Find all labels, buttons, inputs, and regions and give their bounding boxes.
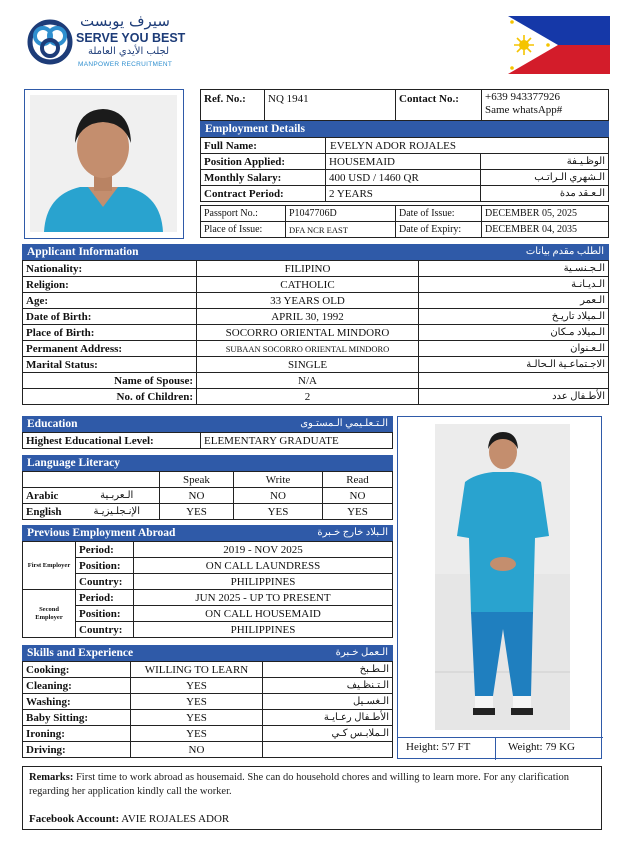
employment-details-header xyxy=(200,121,609,137)
ref-label: Ref. No.: xyxy=(201,90,265,121)
remarks-section xyxy=(22,766,602,830)
issue-date-value: DECEMBER 05, 2025 xyxy=(482,206,609,222)
education-section xyxy=(22,416,393,449)
driving-arabic xyxy=(263,742,393,758)
first-position-value: ON CALL LAUNDRESS xyxy=(134,558,393,574)
contact-label: Contact No.: xyxy=(396,90,482,121)
reference-section xyxy=(200,89,609,121)
birth-date-value: APRIL 30, 1992 xyxy=(197,309,419,325)
religion-label: Religion: xyxy=(23,277,197,293)
salary-value: 400 USD / 1460 QR xyxy=(326,170,481,186)
driving-value: NO xyxy=(131,742,263,758)
facebook-value: AVIE ROJALES ADOR xyxy=(121,813,230,825)
remarks-paragraph xyxy=(29,771,595,799)
contact-value: +639 943377926 xyxy=(485,91,560,103)
language-header xyxy=(22,455,393,471)
education-title: Education xyxy=(27,418,78,430)
first-country-label: Country: xyxy=(76,574,134,590)
skills-header xyxy=(22,645,393,661)
language-section xyxy=(22,455,393,520)
height-value: 5'7 FT xyxy=(441,741,471,753)
english-write-value: YES xyxy=(234,504,323,520)
previous-employment-header xyxy=(22,525,393,541)
previous-employment-arabic-title: الـبلاد خارج خـبرة xyxy=(317,527,388,538)
place-issue-label: Place of Issue: xyxy=(201,222,286,238)
birth-place-arabic: الـميلاد مـكان xyxy=(419,325,609,341)
applicant-info-title: Applicant Information xyxy=(27,246,139,258)
height-label: Height: xyxy=(406,741,439,753)
salary-arabic: الـشهري الـراتـب xyxy=(481,170,609,186)
applicant-info-section xyxy=(22,244,609,405)
contract-label: Contract Period: xyxy=(201,186,326,202)
children-arabic: الأطـفال عدد xyxy=(419,389,609,405)
skills-section xyxy=(22,645,393,758)
applicant-info-header xyxy=(22,244,609,260)
read-header: Read xyxy=(323,472,393,488)
company-logo xyxy=(26,12,226,74)
cleaning-arabic: الـتـنظـيف xyxy=(263,678,393,694)
children-value: 2 xyxy=(197,389,419,405)
first-period-value: 2019 - NOV 2025 xyxy=(134,542,393,558)
company-arabic-sub: لجلب الأيدي العاملة xyxy=(88,46,170,57)
washing-label: Washing: xyxy=(23,694,131,710)
children-label: No. of Children: xyxy=(23,389,197,405)
full-body-photo xyxy=(435,424,570,730)
ironing-label: Ironing: xyxy=(23,726,131,742)
marital-status-value: SINGLE xyxy=(197,357,419,373)
passport-value: P1047706D xyxy=(286,206,396,222)
washing-arabic: الـغسـيل xyxy=(263,694,393,710)
english-read-value: YES xyxy=(323,504,393,520)
full-name-value: EVELYN ADOR ROJALES xyxy=(326,138,609,154)
arabic-speak-value: NO xyxy=(160,488,234,504)
washing-value: YES xyxy=(131,694,263,710)
age-arabic: الـعمر xyxy=(419,293,609,309)
second-position-value: ON CALL HOUSEMAID xyxy=(134,606,393,622)
marital-status-arabic: الاجـتماعـية الـحالـة xyxy=(419,357,609,373)
education-arabic-title: الـتـعلـيمي الـمستـوى xyxy=(300,418,388,429)
second-employer-label: Second Employer xyxy=(23,590,76,638)
ironing-value: YES xyxy=(131,726,263,742)
company-sub: MANPOWER RECRUITMENT xyxy=(78,61,173,68)
second-country-label: Country: xyxy=(76,622,134,638)
address-label: Permanent Address: xyxy=(23,341,197,357)
second-period-label: Period: xyxy=(76,590,134,606)
birth-date-label: Date of Birth: xyxy=(23,309,197,325)
facebook-field xyxy=(29,813,229,825)
second-position-label: Position: xyxy=(76,606,134,622)
birth-date-arabic: الـميلاد تاريـخ xyxy=(419,309,609,325)
portrait-photo xyxy=(30,95,177,232)
cooking-arabic: الـطـبخ xyxy=(263,662,393,678)
salary-label: Monthly Salary: xyxy=(201,170,326,186)
position-arabic: الوظـيـفة xyxy=(481,154,609,170)
birth-place-value: SOCORRO ORIENTAL MINDORO xyxy=(197,325,419,341)
skills-title: Skills and Experience xyxy=(27,647,134,659)
applicant-info-arabic-title: الطلب مقدم بيانات xyxy=(525,246,604,257)
cleaning-value: YES xyxy=(131,678,263,694)
first-period-label: Period: xyxy=(76,542,134,558)
weight-field xyxy=(508,741,575,753)
arabic-language-arabic: الـعربـية xyxy=(75,488,160,504)
previous-employment-title: Previous Employment Abroad xyxy=(27,527,176,539)
cooking-value: WILLING TO LEARN xyxy=(131,662,263,678)
address-value: SUBAAN SOCORRO ORIENTAL MINDORO xyxy=(197,341,419,357)
arabic-read-value: NO xyxy=(323,488,393,504)
cooking-label: Cooking: xyxy=(23,662,131,678)
speak-header: Speak xyxy=(160,472,234,488)
language-title: Language Literacy xyxy=(27,457,120,469)
address-arabic: الـعـنوان xyxy=(419,341,609,357)
nationality-label: Nationality: xyxy=(23,261,197,277)
contract-value: 2 YEARS xyxy=(326,186,481,202)
first-employer-label: First Employer xyxy=(23,542,76,590)
expiry-value: DECEMBER 04, 2035 xyxy=(482,222,609,238)
facebook-label: Facebook Account: xyxy=(29,813,120,825)
ref-value: NQ 1941 xyxy=(265,90,396,121)
education-header xyxy=(22,416,393,432)
remarks-text: First time to work abroad as housemaid. She can do household chores and willing to learn more. For any clarification regarding her application kindly call the worker. xyxy=(29,772,570,797)
issue-date-label: Date of Issue: xyxy=(396,206,482,222)
full-name-label: Full Name: xyxy=(201,138,326,154)
english-language-label: English xyxy=(23,504,75,520)
remarks-label: Remarks: xyxy=(29,772,74,783)
expiry-label: Date of Expiry: xyxy=(396,222,482,238)
baby-sitting-label: Baby Sitting: xyxy=(23,710,131,726)
spouse-value: N/A xyxy=(197,373,419,389)
education-level-label: Highest Educational Level: xyxy=(23,433,201,449)
arabic-write-value: NO xyxy=(234,488,323,504)
marital-status-label: Marital Status: xyxy=(23,357,197,373)
religion-value: CATHOLIC xyxy=(197,277,419,293)
english-speak-value: YES xyxy=(160,504,234,520)
skills-arabic-title: الـعمل خـبرة xyxy=(335,647,388,658)
contact-cell xyxy=(482,90,609,121)
contact-note: Same whatsApp# xyxy=(485,104,563,116)
spouse-label: Name of Spouse: xyxy=(23,373,197,389)
contract-arabic: الـعـقد مدة xyxy=(481,186,609,202)
spouse-arabic xyxy=(419,373,609,389)
baby-sitting-arabic: الأطـفال رعـايـة xyxy=(263,710,393,726)
birth-place-label: Place of Birth: xyxy=(23,325,197,341)
education-level-value: ELEMENTARY GRADUATE xyxy=(201,433,393,449)
weight-label: Weight: xyxy=(508,741,543,753)
second-period-value: JUN 2025 - UP TO PRESENT xyxy=(134,590,393,606)
position-value: HOUSEMAID xyxy=(326,154,481,170)
company-name: SERVE YOU BEST xyxy=(76,31,186,45)
english-language-arabic: الإنـجلـيزيـة xyxy=(75,504,160,520)
age-value: 33 YEARS OLD xyxy=(197,293,419,309)
arabic-language-label: Arabic xyxy=(23,488,75,504)
company-arabic-name: سيرف يوبست xyxy=(80,12,170,30)
place-issue-value: DFA NCR EAST xyxy=(286,222,396,238)
nationality-value: FILIPINO xyxy=(197,261,419,277)
employment-details-section xyxy=(200,121,609,238)
full-body-photo-frame xyxy=(397,416,602,759)
ironing-arabic: الـملابـس كـي xyxy=(263,726,393,742)
cleaning-label: Cleaning: xyxy=(23,678,131,694)
height-field xyxy=(406,741,470,753)
philippine-flag-icon xyxy=(508,16,610,74)
first-position-label: Position: xyxy=(76,558,134,574)
logo-knot-icon xyxy=(26,14,74,70)
second-country-value: PHILIPPINES xyxy=(134,622,393,638)
portrait-photo-frame xyxy=(24,89,184,239)
religion-arabic: الـديـانـة xyxy=(419,277,609,293)
driving-label: Driving: xyxy=(23,742,131,758)
age-label: Age: xyxy=(23,293,197,309)
weight-value: 79 KG xyxy=(545,741,575,753)
first-country-value: PHILIPPINES xyxy=(134,574,393,590)
passport-label: Passport No.: xyxy=(201,206,286,222)
baby-sitting-value: YES xyxy=(131,710,263,726)
write-header: Write xyxy=(234,472,323,488)
employment-details-title: Employment Details xyxy=(205,123,305,135)
nationality-arabic: الـجـنسـية xyxy=(419,261,609,277)
previous-employment-section xyxy=(22,525,393,638)
position-label: Position Applied: xyxy=(201,154,326,170)
